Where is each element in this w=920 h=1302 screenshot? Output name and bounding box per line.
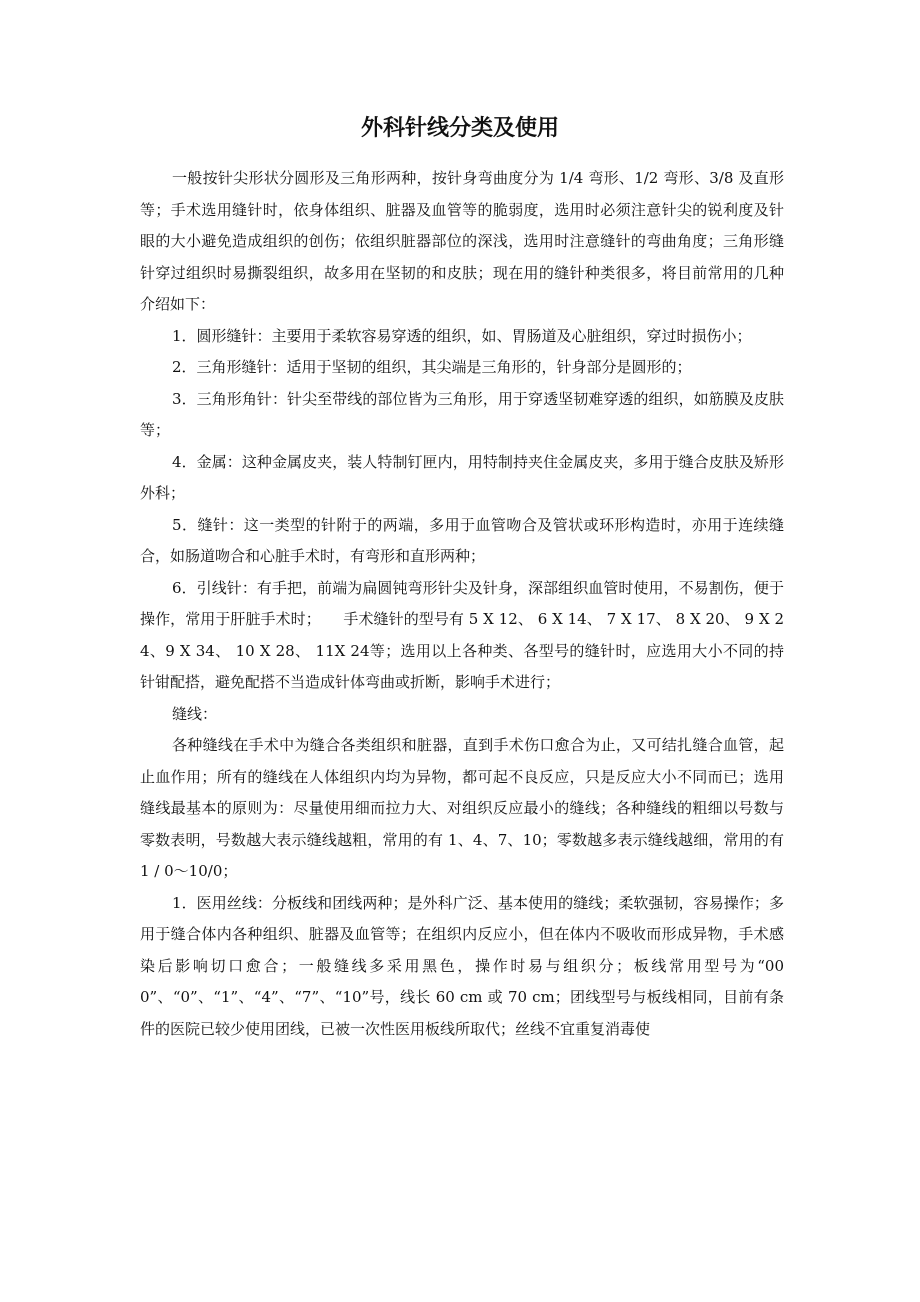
paragraph-double-armed-needle: 5．缝针：这一类型的针附于的两端，多用于血管吻合及管状或环形构造时，亦用于连续缝合，如肠道吻合和心脏手术时，有弯形和直形两种； [140, 515, 784, 565]
paragraph-intro: 一般按针尖形状分圆形及三角形两种，按针身弯曲度分为 1/4 弯形、1/2 弯形、3/8 及直形等；手术选用缝针时，依身体组织、脏器及血管等的脆弱度，选用时必须注意针尖的锐利度及针眼的大小避免造成组织的创伤；依组织脏器部位的深浅，选用时注意缝针的弯曲角度；三角形缝针穿过组织时易撕裂组织，故多用在坚韧的和皮肤；现在用的缝针种类很多，将目前常用的几种介绍如下： [140, 169, 784, 313]
paragraph-round-needle: 1．圆形缝针：主要用于柔软容易穿透的组织，如、胃肠道及心脏组织，穿过时损伤小； [172, 326, 752, 345]
paragraph-triangular-cutting-needle: 3．三角形角针：针尖至带线的部位皆为三角形，用于穿透坚韧难穿透的组织，如筋膜及皮肤等； [140, 389, 784, 439]
paragraph-suture-heading: 缝线： [172, 704, 218, 723]
paragraph-triangular-needle: 2．三角形缝针：适用于坚韧的组织，其尖端是三角形的，针身部分是圆形的； [172, 358, 692, 376]
paragraph-ligature-needle: 6．引线针：有手把，前端为扁圆钝弯形针尖及针身，深部组织血管时使用，不易割伤，便于操作，常用于肝脏手术时； 手术缝针的型号有 5 X 12、 6 X 14、 7 X 17、 8 X 20、 9 X 24、9 X 34、 10 X 28、 11X 24等；选用以上各种类、各型号的缝针时，应选用大小不同的持针钳配搭，避免配搭不当造成针体弯曲或折断，影响手术进行； [140, 578, 784, 691]
paragraph-metal-clip: 4．金属：这种金属皮夹，装人特制钉匣内，用特制持夹住金属皮夹，多用于缝合皮肤及矫形外科； [140, 452, 784, 502]
document-body [140, 163, 784, 1045]
document-title: 外科针线分类及使用 [360, 116, 559, 141]
paragraph-silk-suture: 1．医用丝线：分板线和团线两种；是外科广泛、基本使用的缝线；柔软强韧，容易操作；多用于缝合体内各种组织、脏器及血管等；在组织内反应小，但在体内不吸收而形成异物，手术感染后影响切口愈合；一般缝线多采用黑色，操作时易与组织分；板线常用型号为“000”、“0”、“1”、“4”、“7”、“10”号，线长 60 cm 或 70 cm；团线型号与板线相同，目前有条件的医院已较少使用团线，已被一次性医用板线所取代；丝线不宜重复消毒使 [140, 893, 784, 1038]
paragraph-suture-overview: 各种缝线在手术中为缝合各类组织和脏器，直到手术伤口愈合为止，又可结扎缝合血管，起止血作用；所有的缝线在人体组织内均为异物，都可起不良反应，只是反应大小不同而已；选用缝线最基本的原则为：尽量使用细而拉力大、对组织反应最小的缝线；各种缝线的粗细以号数与零数表明，号数越大表示缝线越粗，常用的有 1、4、7、10；零数越多表示缝线越细，常用的有 1 / 0～10/0； [140, 736, 784, 880]
